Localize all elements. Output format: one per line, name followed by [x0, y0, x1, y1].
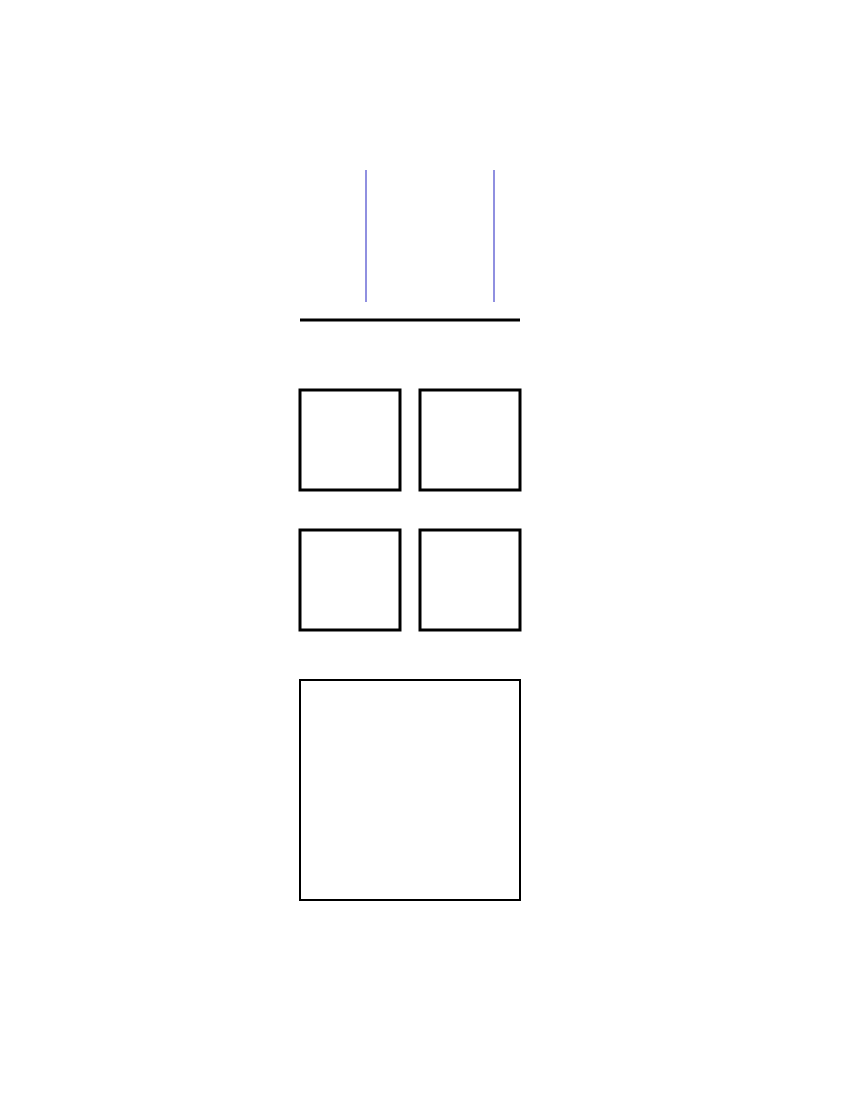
- seismogram-panel: [290, 160, 540, 360]
- pm-corrected-frame: [420, 530, 520, 630]
- overlay-corrected-frame: [420, 390, 520, 490]
- overlay-original-frame: [300, 390, 400, 490]
- grid-frame: [300, 680, 520, 900]
- splitting-grid-panel: [225, 650, 545, 960]
- pm-original-frame: [300, 530, 400, 630]
- overlay-panels: [280, 380, 540, 530]
- particle-motion-panels: [280, 520, 540, 640]
